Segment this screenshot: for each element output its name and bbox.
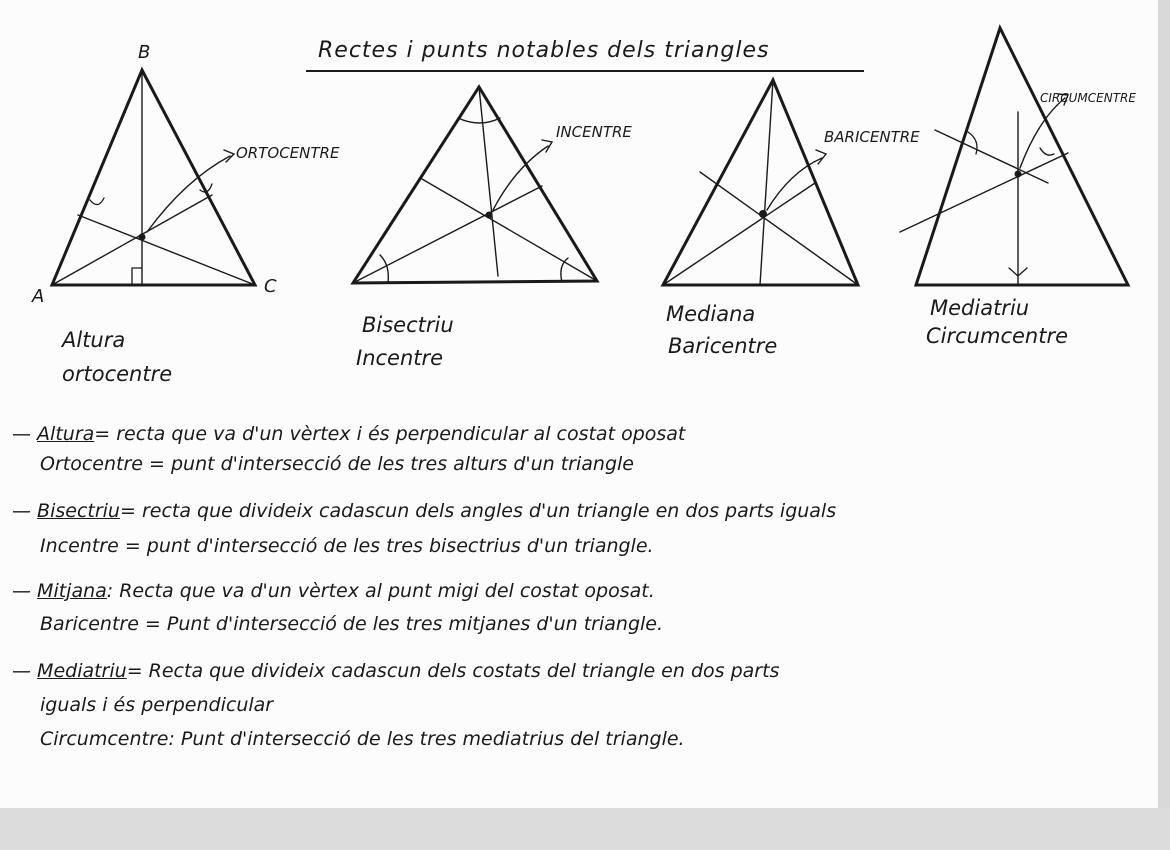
definition-text: = recta que va d'un vèrtex i és perpendicular al costat oposat: [94, 423, 686, 445]
definition-incentre: Incentre = punt d'intersecció de les tres bisectrius d'un triangle.: [40, 535, 654, 557]
definition-text: : Recta que va d'un vèrtex al punt migi del costat oposat.: [106, 580, 655, 602]
median-caption: Mediana: [666, 302, 756, 326]
definition-altura: — Altura= recta que va d'un vèrtex i és perpendicular al costat oposat: [12, 423, 686, 445]
scanner-edge: [0, 808, 1170, 850]
circumcenter-caption: Circumcentre: [926, 324, 1069, 348]
circumcenter-triangle: [900, 28, 1128, 285]
barycenter-triangle: [663, 80, 858, 285]
orthocenter-point-label: ORTOCENTRE: [236, 144, 340, 162]
vertex-a-label: A: [32, 286, 45, 307]
definition-term: Bisectriu: [37, 500, 120, 522]
definition-text: = Recta que divideix cadascun dels costats del triangle en dos parts: [126, 660, 780, 682]
vertex-b-label: B: [138, 42, 151, 63]
barycenter-point-label: BARICENTRE: [824, 128, 920, 146]
definition-mediatriu-cont: iguals i és perpendicular: [40, 694, 274, 716]
barycenter-caption: Baricentre: [668, 334, 778, 358]
incenter-point-label: INCENTRE: [556, 123, 632, 141]
altura-caption: Altura: [62, 328, 126, 352]
bisector-caption: Bisectriu: [362, 313, 454, 337]
definition-circumcentre: Circumcentre: Punt d'intersecció de les tres mediatrius del triangle.: [40, 728, 685, 750]
definition-mitjana: — Mitjana: Recta que va d'un vèrtex al punt migi del costat oposat.: [12, 580, 655, 602]
incenter-caption: Incentre: [356, 346, 444, 370]
orthocenter-triangle: [52, 70, 255, 285]
orthocenter-caption: ortocentre: [62, 362, 173, 386]
definition-term: Mediatriu: [37, 660, 127, 682]
circumcenter-point-label: CIRCUMCENTRE: [1040, 91, 1136, 105]
definition-term: Altura: [37, 423, 95, 445]
definition-baricentre: Baricentre = Punt d'intersecció de les tres mitjanes d'un triangle.: [40, 613, 664, 635]
definition-ortocentre: Ortocentre = punt d'intersecció de les tres alturs d'un triangle: [40, 453, 634, 475]
perp-bisector-caption: Mediatriu: [930, 296, 1030, 320]
title-underline: [306, 70, 864, 72]
definition-text: = recta que divideix cadascun dels angles d'un triangle en dos parts iguals: [119, 500, 837, 522]
page-title: Rectes i punts notables dels triangles: [318, 38, 770, 63]
definition-term: Mitjana: [37, 580, 107, 602]
incenter-triangle: [353, 87, 597, 283]
vertex-c-label: C: [264, 276, 277, 297]
definition-bisectriu: — Bisectriu= recta que divideix cadascun dels angles d'un triangle en dos parts iguals: [12, 500, 837, 522]
definition-mediatriu: — Mediatriu= Recta que divideix cadascun dels costats del triangle en dos parts: [12, 660, 780, 682]
